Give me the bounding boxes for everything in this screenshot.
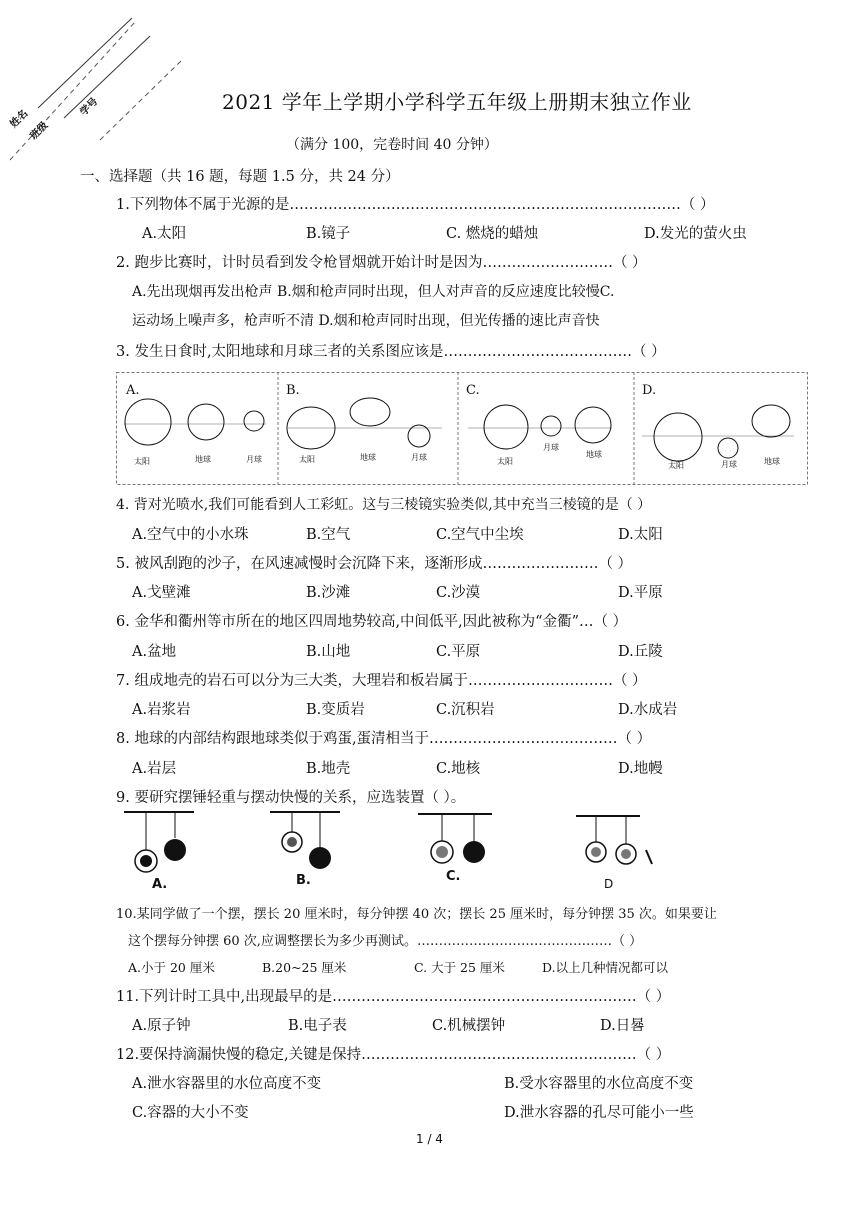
question-stem: 4. 背对光喷水,我们可能看到人工彩虹。这与三棱镜实验类似,其中充当三棱镜的是（ ） bbox=[116, 497, 652, 513]
earth-circle bbox=[752, 405, 790, 437]
question-stem: 8. 地球的内部结构跟地球类似于鸡蛋,蛋清相当于…………………………………（ ） bbox=[116, 731, 652, 747]
class-label: 班级 bbox=[28, 120, 51, 143]
option: B.镜子 bbox=[306, 226, 351, 242]
earth-circle bbox=[575, 407, 611, 443]
option: C. 大于 25 厘米 bbox=[414, 960, 505, 975]
option: C. 燃烧的蜡烛 bbox=[446, 226, 539, 242]
heavy-bob bbox=[309, 847, 331, 869]
option: A.原子钟 bbox=[132, 1018, 191, 1034]
question-stem: 12.要保持滴漏快慢的稳定,关键是保持…………………………………………………（ ） bbox=[116, 1047, 671, 1063]
moon-label: 月球 bbox=[246, 455, 262, 464]
option: C.沙漠 bbox=[436, 585, 481, 601]
option: C.地核 bbox=[436, 761, 481, 777]
earth-label: 地球 bbox=[360, 453, 376, 462]
option: B.空气 bbox=[306, 527, 351, 543]
moon-circle bbox=[244, 411, 264, 431]
figure-label: D bbox=[604, 877, 614, 891]
option: C.容器的大小不变 bbox=[132, 1105, 249, 1121]
option: A.岩浆岩 bbox=[132, 702, 191, 718]
heavy-bob bbox=[463, 841, 485, 863]
sun-label: 太阳 bbox=[668, 461, 684, 470]
option: A.岩层 bbox=[132, 761, 177, 777]
moon-circle bbox=[541, 416, 561, 436]
page-title: 2021 学年上学期小学科学五年级上册期末独立作业 bbox=[222, 90, 692, 114]
question-stem: 6. 金华和衢州等市所在的地区四周地势较高,中间低平,因此被称为“金衢”…（ ） bbox=[116, 614, 628, 630]
option: B.电子表 bbox=[288, 1018, 347, 1034]
sun-label: 太阳 bbox=[497, 457, 513, 466]
eclipse-diagram bbox=[116, 372, 808, 485]
option: A.盆地 bbox=[132, 644, 177, 660]
option: D.日晷 bbox=[600, 1018, 645, 1034]
pendulum-diagram bbox=[120, 806, 660, 892]
panel-letter: C. bbox=[466, 383, 480, 398]
figure-label: C. bbox=[446, 869, 461, 884]
page-subtitle: （满分 100，完卷时间 40 分钟） bbox=[286, 137, 498, 153]
question-stem: 3. 发生日食时,太阳地球和月球三者的关系图应该是…………………………………（ ） bbox=[116, 344, 666, 360]
option: D.平原 bbox=[618, 585, 663, 601]
moon-label: 月球 bbox=[721, 460, 737, 469]
question-stem: 7. 组成地壳的岩石可以分为三大类，大理岩和板岩属于…………………………（ ） bbox=[116, 673, 647, 689]
option: A.戈壁滩 bbox=[132, 585, 191, 601]
option: D.丘陵 bbox=[618, 644, 663, 660]
student-id-label: 学号 bbox=[78, 96, 101, 119]
option: B.变质岩 bbox=[306, 702, 365, 718]
option: A.太阳 bbox=[142, 226, 187, 242]
section-heading: 一、选择题（共 16 题，每题 1.5 分，共 24 分） bbox=[80, 169, 400, 185]
option: B.地壳 bbox=[306, 761, 351, 777]
option-line: 运动场上噪声多，枪声听不清 D.烟和枪声同时出现，但光传播的速比声音快 bbox=[132, 313, 600, 329]
panel-letter: B. bbox=[286, 383, 300, 398]
option: A.泄水容器里的水位高度不变 bbox=[132, 1076, 322, 1092]
sun-circle bbox=[125, 399, 171, 445]
question-stem: 9. 要研究摆锤轻重与摆动快慢的关系，应选装置（ ）。 bbox=[116, 790, 466, 806]
option: C.平原 bbox=[436, 644, 481, 660]
sun-circle bbox=[654, 413, 702, 461]
question-stem: 11.下列计时工具中,出现最早的是………………………………………………………（ ） bbox=[116, 989, 671, 1005]
name-label: 姓名 bbox=[8, 108, 31, 131]
panel-letter: D. bbox=[642, 383, 657, 398]
option-line: A.先出现烟再发出枪声 B.烟和枪声同时出现，但人对声音的反应速度比较慢C. bbox=[132, 284, 615, 300]
moon-label: 月球 bbox=[411, 453, 427, 462]
option: D.水成岩 bbox=[618, 702, 678, 718]
option: A.小于 20 厘米 bbox=[128, 960, 215, 975]
option: D.泄水容器的孔尽可能小一些 bbox=[504, 1105, 694, 1121]
option: D.发光的萤火虫 bbox=[644, 226, 747, 242]
earth-label: 地球 bbox=[586, 450, 602, 459]
question-stem-continued: 这个摆每分钟摆 60 次,应调整摆长为多少再测试。………………………………………（ ） bbox=[128, 934, 643, 949]
sun-label: 太阳 bbox=[299, 455, 315, 464]
earth-label: 地球 bbox=[764, 457, 780, 466]
moon-label: 月球 bbox=[543, 443, 559, 452]
sun-circle bbox=[484, 405, 528, 449]
option: C.机械摆钟 bbox=[432, 1018, 506, 1034]
page-number: 1 / 4 bbox=[416, 1132, 443, 1146]
question-stem: 1.下列物体不属于光源的是………………………………………………………………………（ ） bbox=[116, 197, 715, 213]
question-stem: 5. 被风刮跑的沙子，在风速减慢时会沉降下来，逐渐形成……………………（ ） bbox=[116, 556, 633, 572]
heavy-bob bbox=[164, 839, 186, 861]
option: D.太阳 bbox=[618, 527, 663, 543]
option: A.空气中的小水珠 bbox=[132, 527, 249, 543]
option: B.20~25 厘米 bbox=[262, 960, 347, 975]
figure-label: B. bbox=[296, 873, 311, 888]
binding-line-decoration bbox=[0, 0, 200, 170]
option: B.受水容器里的水位高度不变 bbox=[504, 1076, 694, 1092]
question-stem: 2. 跑步比赛时，计时员看到发令枪冒烟就开始计时是因为………………………（ ） bbox=[116, 255, 647, 271]
earth-circle bbox=[350, 398, 390, 426]
option: D.以上几种情况都可以 bbox=[542, 960, 669, 975]
option: B.山地 bbox=[306, 644, 351, 660]
option: B.沙滩 bbox=[306, 585, 351, 601]
option: D.地幔 bbox=[618, 761, 663, 777]
earth-circle bbox=[188, 404, 224, 440]
moon-circle bbox=[718, 438, 738, 458]
question-stem: 10.某同学做了一个摆，摆长 20 厘米时，每分钟摆 40 次；摆长 25 厘米时，每分钟摆 35 次。如果要让 bbox=[116, 907, 717, 922]
option: C.空气中尘埃 bbox=[436, 527, 524, 543]
figure-label: A. bbox=[152, 877, 168, 892]
sun-label: 太阳 bbox=[134, 457, 150, 466]
panel-letter: A. bbox=[126, 383, 140, 398]
earth-label: 地球 bbox=[195, 455, 211, 464]
option: C.沉积岩 bbox=[436, 702, 495, 718]
